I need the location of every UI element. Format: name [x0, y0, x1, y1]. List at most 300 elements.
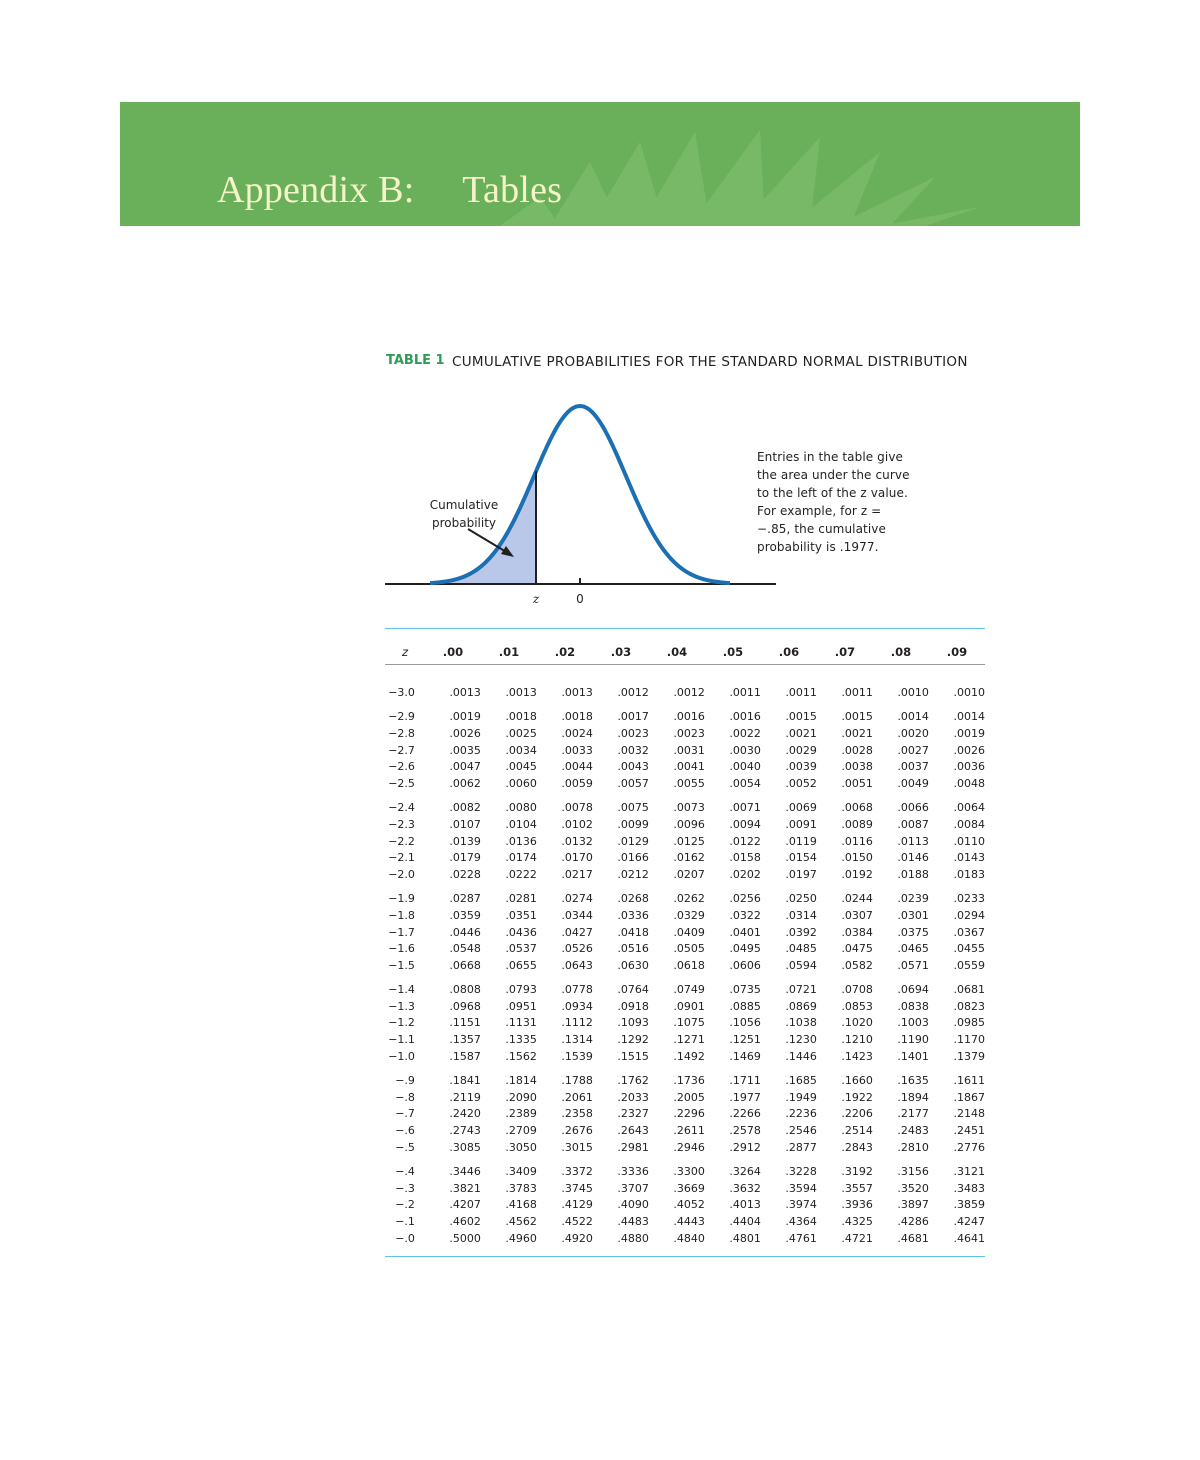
probability-cell: .0823: [953, 999, 985, 1013]
probability-cell: .0052: [785, 776, 817, 790]
probability-cell: .0281: [505, 892, 537, 906]
probability-cell: .0078: [561, 801, 593, 815]
probability-cell: .1867: [953, 1090, 985, 1104]
probability-cell: .1922: [841, 1090, 873, 1104]
table-row: [385, 940, 985, 957]
table-row: [385, 1213, 985, 1230]
probability-cell: .1112: [561, 1016, 593, 1030]
probability-cell: .2877: [785, 1140, 817, 1154]
probability-cell: .0322: [729, 908, 761, 922]
probability-cell: .1446: [785, 1049, 817, 1063]
z-value-cell: −.5: [395, 1140, 415, 1154]
probability-cell: .2946: [673, 1140, 705, 1154]
probability-cell: .0446: [449, 925, 481, 939]
probability-cell: .3483: [953, 1181, 985, 1195]
probability-cell: .4681: [897, 1231, 929, 1245]
probability-cell: .1814: [505, 1074, 537, 1088]
probability-cell: .1075: [673, 1016, 705, 1030]
probability-cell: .3192: [841, 1165, 873, 1179]
column-header: .03: [610, 645, 632, 659]
probability-cell: .1841: [449, 1074, 481, 1088]
probability-cell: .0013: [561, 685, 593, 699]
probability-cell: .0048: [953, 776, 985, 790]
normal-density-curve: [430, 406, 730, 583]
probability-cell: .2810: [897, 1140, 929, 1154]
probability-cell: .1020: [841, 1016, 873, 1030]
probability-cell: .4641: [953, 1231, 985, 1245]
table-row: [385, 1106, 985, 1123]
table-explanation-note: Entries in the table give the area under the curve to the left of the z value. For example, for z = −.85, the cumulative probability is .1977.: [757, 450, 910, 554]
probability-cell: .0314: [785, 908, 817, 922]
probability-cell: .0934: [561, 999, 593, 1013]
table-row: [385, 800, 985, 817]
probability-cell: .0401: [729, 925, 761, 939]
probability-cell: .3594: [785, 1181, 817, 1195]
probability-cell: .0885: [729, 999, 761, 1013]
group-spacer: [385, 664, 985, 684]
probability-cell: .0436: [505, 925, 537, 939]
probability-cell: .0099: [617, 817, 649, 831]
probability-cell: .0040: [729, 760, 761, 774]
probability-cell: .0838: [897, 999, 929, 1013]
probability-cell: .0222: [505, 867, 537, 881]
probability-cell: .0136: [505, 834, 537, 848]
probability-cell: .0183: [953, 867, 985, 881]
probability-cell: .0465: [897, 942, 929, 956]
table-row: [385, 742, 985, 759]
probability-cell: .0055: [673, 776, 705, 790]
probability-cell: .2358: [561, 1107, 593, 1121]
column-header: .06: [778, 645, 800, 659]
probability-cell: .0158: [729, 851, 761, 865]
region-label-line-2: probability: [431, 516, 497, 530]
table-row: [385, 1197, 985, 1214]
probability-cell: .3050: [505, 1140, 537, 1154]
table-top-rule: [385, 628, 985, 629]
column-header: .01: [498, 645, 520, 659]
probability-cell: .2033: [617, 1090, 649, 1104]
region-label-line-1: Cumulative: [429, 498, 499, 512]
probability-cell: .0041: [673, 760, 705, 774]
probability-cell: .1151: [449, 1016, 481, 1030]
probability-cell: .1379: [953, 1049, 985, 1063]
probability-cell: .1492: [673, 1049, 705, 1063]
z-value-cell: −2.8: [388, 726, 415, 740]
probability-cell: .0336: [617, 908, 649, 922]
probability-cell: .4920: [561, 1231, 593, 1245]
probability-cell: .2451: [953, 1124, 985, 1138]
probability-cell: .2643: [617, 1124, 649, 1138]
probability-cell: .0075: [617, 801, 649, 815]
probability-cell: .1977: [729, 1090, 761, 1104]
probability-cell: .0618: [673, 958, 705, 972]
z-value-cell: −2.9: [388, 710, 415, 724]
table-row: [385, 775, 985, 792]
probability-cell: .0016: [673, 710, 705, 724]
table-row: [385, 816, 985, 833]
probability-cell: .1587: [449, 1049, 481, 1063]
probability-cell: .2206: [841, 1107, 873, 1121]
probability-cell: .0582: [841, 958, 873, 972]
probability-cell: .3156: [897, 1165, 929, 1179]
table-row: [385, 998, 985, 1015]
probability-cell: .0188: [897, 867, 929, 881]
probability-cell: .1190: [897, 1033, 929, 1047]
probability-cell: .1131: [505, 1016, 537, 1030]
table-row: [385, 833, 985, 850]
column-header: .00: [442, 645, 464, 659]
probability-cell: .0020: [897, 726, 929, 740]
probability-cell: .0287: [449, 892, 481, 906]
probability-cell: .0011: [841, 685, 873, 699]
z-value-cell: −1.4: [388, 983, 415, 997]
probability-cell: .0113: [897, 834, 929, 848]
probability-cell: .0132: [561, 834, 593, 848]
probability-cell: .0019: [449, 710, 481, 724]
probability-cell: .0384: [841, 925, 873, 939]
probability-cell: .0294: [953, 908, 985, 922]
probability-cell: .4960: [505, 1231, 537, 1245]
z-value-cell: −1.1: [388, 1033, 415, 1047]
probability-cell: .0057: [617, 776, 649, 790]
probability-cell: .0125: [673, 834, 705, 848]
z-value-cell: −2.1: [388, 851, 415, 865]
probability-cell: .2578: [729, 1124, 761, 1138]
probability-cell: .3085: [449, 1140, 481, 1154]
probability-cell: .1423: [841, 1049, 873, 1063]
probability-cell: .3974: [785, 1198, 817, 1212]
probability-cell: .0721: [785, 983, 817, 997]
appendix-title: Appendix B: Tables: [217, 169, 563, 211]
table-bottom-rule: [385, 1256, 985, 1257]
table-row: [385, 982, 985, 999]
probability-cell: .1611: [953, 1074, 985, 1088]
z-value-cell: −1.2: [388, 1016, 415, 1030]
table-row: [385, 957, 985, 974]
probability-cell: .0026: [953, 743, 985, 757]
probability-cell: .4562: [505, 1215, 537, 1229]
probability-cell: .0016: [729, 710, 761, 724]
probability-cell: .0197: [785, 867, 817, 881]
probability-cell: .0030: [729, 743, 761, 757]
group-spacer: [385, 1064, 985, 1072]
probability-cell: .1314: [561, 1033, 593, 1047]
probability-cell: .0091: [785, 817, 817, 831]
probability-cell: .4052: [673, 1198, 705, 1212]
probability-cell: .1170: [953, 1033, 985, 1047]
probability-cell: .2177: [897, 1107, 929, 1121]
probability-cell: .3264: [729, 1165, 761, 1179]
probability-cell: .0068: [841, 801, 873, 815]
probability-cell: .0035: [449, 743, 481, 757]
z-value-cell: −.9: [395, 1074, 415, 1088]
probability-cell: .4761: [785, 1231, 817, 1245]
table-row: [385, 907, 985, 924]
probability-cell: .0212: [617, 867, 649, 881]
probability-cell: .0228: [449, 867, 481, 881]
z-value-cell: −1.3: [388, 999, 415, 1013]
probability-cell: .0154: [785, 851, 817, 865]
probability-cell: .0060: [505, 776, 537, 790]
column-header: .05: [722, 645, 744, 659]
column-header: .02: [554, 645, 576, 659]
probability-cell: .4364: [785, 1215, 817, 1229]
probability-cell: .0793: [505, 983, 537, 997]
probability-cell: .3557: [841, 1181, 873, 1195]
probability-cell: .0062: [449, 776, 481, 790]
probability-cell: .0329: [673, 908, 705, 922]
probability-cell: .3409: [505, 1165, 537, 1179]
z-value-cell: −3.0: [388, 685, 415, 699]
table-row: [385, 1048, 985, 1065]
probability-cell: .0668: [449, 958, 481, 972]
probability-cell: .0038: [841, 760, 873, 774]
table-row: [385, 1163, 985, 1180]
probability-cell: .1894: [897, 1090, 929, 1104]
probability-cell: .0022: [729, 726, 761, 740]
group-spacer: [385, 1155, 985, 1163]
z-value-cell: −1.6: [388, 942, 415, 956]
probability-cell: .0069: [785, 801, 817, 815]
probability-cell: .3936: [841, 1198, 873, 1212]
column-header-z: z: [401, 645, 408, 659]
probability-cell: .2776: [953, 1140, 985, 1154]
probability-cell: .0017: [617, 710, 649, 724]
z-axis-label: z: [532, 592, 540, 606]
probability-cell: .0853: [841, 999, 873, 1013]
probability-cell: .2061: [561, 1090, 593, 1104]
probability-cell: .2148: [953, 1107, 985, 1121]
probability-cell: .0643: [561, 958, 593, 972]
probability-cell: .0010: [953, 685, 985, 699]
probability-cell: .3121: [953, 1165, 985, 1179]
probability-cell: .0694: [897, 983, 929, 997]
probability-cell: .2981: [617, 1140, 649, 1154]
z-value-cell: −.4: [395, 1165, 415, 1179]
z-value-cell: −2.3: [388, 817, 415, 831]
probability-cell: .1762: [617, 1074, 649, 1088]
probability-cell: .1469: [729, 1049, 761, 1063]
probability-cell: .0143: [953, 851, 985, 865]
probability-cell: .2743: [449, 1124, 481, 1138]
group-spacer: [385, 883, 985, 891]
probability-cell: .4129: [561, 1198, 593, 1212]
probability-cell: .3520: [897, 1181, 929, 1195]
probability-cell: .0239: [897, 892, 929, 906]
probability-cell: .1660: [841, 1074, 873, 1088]
probability-cell: .4483: [617, 1215, 649, 1229]
probability-cell: .2843: [841, 1140, 873, 1154]
probability-cell: .1788: [561, 1074, 593, 1088]
z-value-cell: −2.5: [388, 776, 415, 790]
probability-cell: .0094: [729, 817, 761, 831]
probability-cell: .0256: [729, 892, 761, 906]
probability-cell: .0087: [897, 817, 929, 831]
probability-cell: .0418: [617, 925, 649, 939]
table-row: [385, 1089, 985, 1106]
probability-cell: .4325: [841, 1215, 873, 1229]
probability-cell: .0179: [449, 851, 481, 865]
probability-cell: .0116: [841, 834, 873, 848]
probability-cell: .0918: [617, 999, 649, 1013]
probability-cell: .3897: [897, 1198, 929, 1212]
probability-cell: .0537: [505, 942, 537, 956]
probability-cell: .2090: [505, 1090, 537, 1104]
probability-cell: .4207: [449, 1198, 481, 1212]
z-value-cell: −.6: [395, 1124, 415, 1138]
z-value-cell: −.8: [395, 1090, 415, 1104]
probability-cell: .0307: [841, 908, 873, 922]
probability-cell: .2514: [841, 1124, 873, 1138]
probability-cell: .0202: [729, 867, 761, 881]
probability-cell: .0901: [673, 999, 705, 1013]
probability-cell: .0033: [561, 743, 593, 757]
probability-cell: .0244: [841, 892, 873, 906]
probability-cell: .0268: [617, 892, 649, 906]
probability-cell: .0054: [729, 776, 761, 790]
z-value-cell: −2.4: [388, 801, 415, 815]
probability-cell: .4880: [617, 1231, 649, 1245]
probability-cell: .3707: [617, 1181, 649, 1195]
column-header: .04: [666, 645, 688, 659]
z-value-cell: −.1: [395, 1215, 415, 1229]
probability-cell: .0475: [841, 942, 873, 956]
probability-cell: .4404: [729, 1215, 761, 1229]
group-spacer: [385, 701, 985, 709]
probability-cell: .0024: [561, 726, 593, 740]
z-value-cell: −2.6: [388, 760, 415, 774]
column-header: .07: [834, 645, 856, 659]
probability-cell: .0392: [785, 925, 817, 939]
z-value-cell: −1.8: [388, 908, 415, 922]
probability-cell: .3372: [561, 1165, 593, 1179]
probability-cell: .0029: [785, 743, 817, 757]
probability-cell: .0344: [561, 908, 593, 922]
probability-cell: .4247: [953, 1215, 985, 1229]
table-row: [385, 709, 985, 726]
probability-cell: .0014: [897, 710, 929, 724]
probability-cell: .0013: [505, 685, 537, 699]
probability-cell: .0526: [561, 942, 593, 956]
probability-cell: .4840: [673, 1231, 705, 1245]
z-value-cell: −1.0: [388, 1049, 415, 1063]
probability-cell: .0012: [673, 685, 705, 699]
table-row: [385, 1180, 985, 1197]
probability-cell: .0778: [561, 983, 593, 997]
probability-cell: .1210: [841, 1033, 873, 1047]
probability-cell: .0505: [673, 942, 705, 956]
z-value-cell: −.7: [395, 1107, 415, 1121]
z-value-cell: −2.0: [388, 867, 415, 881]
probability-cell: .0047: [449, 760, 481, 774]
normal-curve-figure: [380, 398, 780, 620]
probability-cell: .1251: [729, 1033, 761, 1047]
z-value-cell: −1.7: [388, 925, 415, 939]
probability-cell: .0110: [953, 834, 985, 848]
probability-cell: .3859: [953, 1198, 985, 1212]
probability-cell: .1292: [617, 1033, 649, 1047]
probability-cell: .2296: [673, 1107, 705, 1121]
probability-cell: .0104: [505, 817, 537, 831]
probability-cell: .1685: [785, 1074, 817, 1088]
table-row: [385, 758, 985, 775]
table-row: [385, 1031, 985, 1048]
probability-cell: .0951: [505, 999, 537, 1013]
table-row: [385, 866, 985, 883]
probability-cell: .0043: [617, 760, 649, 774]
z-value-cell: −2.7: [388, 743, 415, 757]
probability-cell: .0375: [897, 925, 929, 939]
probability-cell: .4090: [617, 1198, 649, 1212]
probability-cell: .0082: [449, 801, 481, 815]
probability-cell: .0066: [897, 801, 929, 815]
probability-cell: .4801: [729, 1231, 761, 1245]
probability-cell: .4013: [729, 1198, 761, 1212]
probability-cell: .1003: [897, 1016, 929, 1030]
probability-cell: .0548: [449, 942, 481, 956]
probability-cell: .0250: [785, 892, 817, 906]
probability-cell: .0032: [617, 743, 649, 757]
probability-cell: .0012: [617, 685, 649, 699]
probability-cell: .3446: [449, 1165, 481, 1179]
probability-cell: .0102: [561, 817, 593, 831]
probability-cell: .1038: [785, 1016, 817, 1030]
probability-cell: .0013: [449, 685, 481, 699]
table-row: [385, 684, 985, 701]
table-row: [385, 1230, 985, 1247]
probability-cell: .2420: [449, 1107, 481, 1121]
probability-cell: .0655: [505, 958, 537, 972]
probability-cell: .1271: [673, 1033, 705, 1047]
probability-cell: .2266: [729, 1107, 761, 1121]
probability-cell: .0708: [841, 983, 873, 997]
probability-cell: .0122: [729, 834, 761, 848]
probability-cell: .1562: [505, 1049, 537, 1063]
probability-cell: .0968: [449, 999, 481, 1013]
probability-cell: .0011: [785, 685, 817, 699]
probability-cell: .0594: [785, 958, 817, 972]
probability-cell: .2119: [449, 1090, 481, 1104]
probability-cell: .0985: [953, 1016, 985, 1030]
probability-cell: .1711: [729, 1074, 761, 1088]
probability-cell: .0015: [841, 710, 873, 724]
probability-cell: .0174: [505, 851, 537, 865]
z-value-cell: −.0: [395, 1231, 415, 1245]
probability-cell: .0018: [505, 710, 537, 724]
probability-cell: .0681: [953, 983, 985, 997]
probability-cell: .3336: [617, 1165, 649, 1179]
probability-cell: .0031: [673, 743, 705, 757]
probability-cell: .0107: [449, 817, 481, 831]
probability-cell: .0139: [449, 834, 481, 848]
table-row: [385, 849, 985, 866]
group-spacer: [385, 974, 985, 982]
probability-cell: .2912: [729, 1140, 761, 1154]
probability-cell: .0166: [617, 851, 649, 865]
probability-cell: .3821: [449, 1181, 481, 1195]
probability-cell: .0301: [897, 908, 929, 922]
probability-cell: .0217: [561, 867, 593, 881]
probability-cell: .0025: [505, 726, 537, 740]
appendix-banner: [120, 102, 1080, 226]
probability-cell: .1335: [505, 1033, 537, 1047]
table-row: [385, 924, 985, 941]
probability-cell: .0014: [953, 710, 985, 724]
probability-cell: .0080: [505, 801, 537, 815]
probability-cell: .0233: [953, 892, 985, 906]
probability-cell: .0089: [841, 817, 873, 831]
probability-cell: .0630: [617, 958, 649, 972]
